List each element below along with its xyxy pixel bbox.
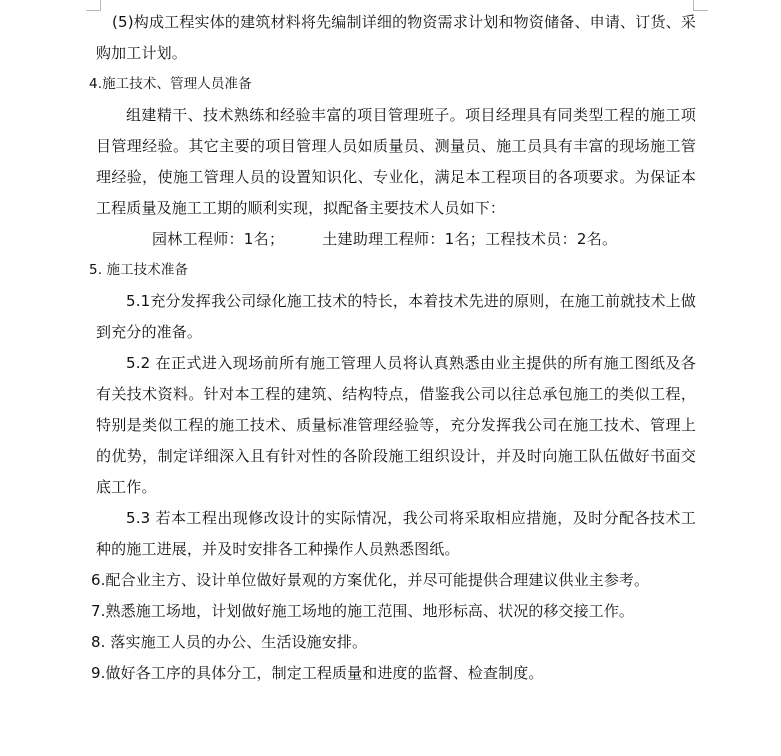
paragraph-5-1: 5.1充分发挥我公司绿化施工技术的特长，本着技术先进的原则，在施工前就技术上做到充分的准备。 (96, 292, 696, 341)
list-item-7: 7.熟悉施工场地，计划做好施工场地的施工范围、地形标高、状况的移交接工作。 (91, 602, 635, 620)
staff-allocation-line (96, 224, 696, 255)
document-body (89, 7, 696, 689)
staff-civil-engineer: 土建助理工程师：1名；工程技术员：2名。 (322, 230, 618, 248)
paragraph-5-3: 5.3 若本工程出现修改设计的实际情况，我公司将采取相应措施，及时分配各技术工种的施工进展，并及时安排各工种操作人员熟悉图纸。 (96, 509, 696, 558)
paragraph-materials: (5)构成工程实体的建筑材料将先编制详细的物资需求计划和物资储备、申请、订货、采购加工计划。 (96, 13, 696, 62)
list-item-8: 8. 落实施工人员的办公、生活设施安排。 (91, 633, 368, 651)
heading-section-4: 4.施工技术、管理人员准备 (89, 76, 252, 92)
paragraph-5-2: 5.2 在正式进入现场前所有施工管理人员将认真熟悉由业主提供的所有施工图纸及各有关技术资料。针对本工程的建筑、结构特点，借鉴我公司以往总承包施工的类似工程，特别是类似工程的施工技术、质量标准管理经验等，充分发挥我公司在施工技术、管理上的优势，制定详细深入且有针对性的各阶段施工组织设计，并及时向施工队伍做好书面交底工作。 (96, 354, 696, 496)
staff-landscape-engineer: 园林工程师：1名； (152, 230, 285, 248)
paragraph-team: 组建精干、技术熟练和经验丰富的项目管理班子。项目经理具有同类型工程的施工项目管理经验。其它主要的项目管理人员如质量员、测量员、施工员具有丰富的现场施工管理经验，使施工管理人员的设置知识化、专业化，满足本工程项目的各项要求。为保证本工程质量及施工工期的顺利实现，拟配备主要技术人员如下： (96, 106, 696, 217)
list-item-9: 9.做好各工序的具体分工，制定工程质量和进度的监督、检查制度。 (91, 664, 544, 682)
list-item-6: 6.配合业主方、设计单位做好景观的方案优化，并尽可能提供合理建议供业主参考。 (91, 571, 650, 589)
heading-section-5: 5. 施工技术准备 (89, 262, 189, 278)
